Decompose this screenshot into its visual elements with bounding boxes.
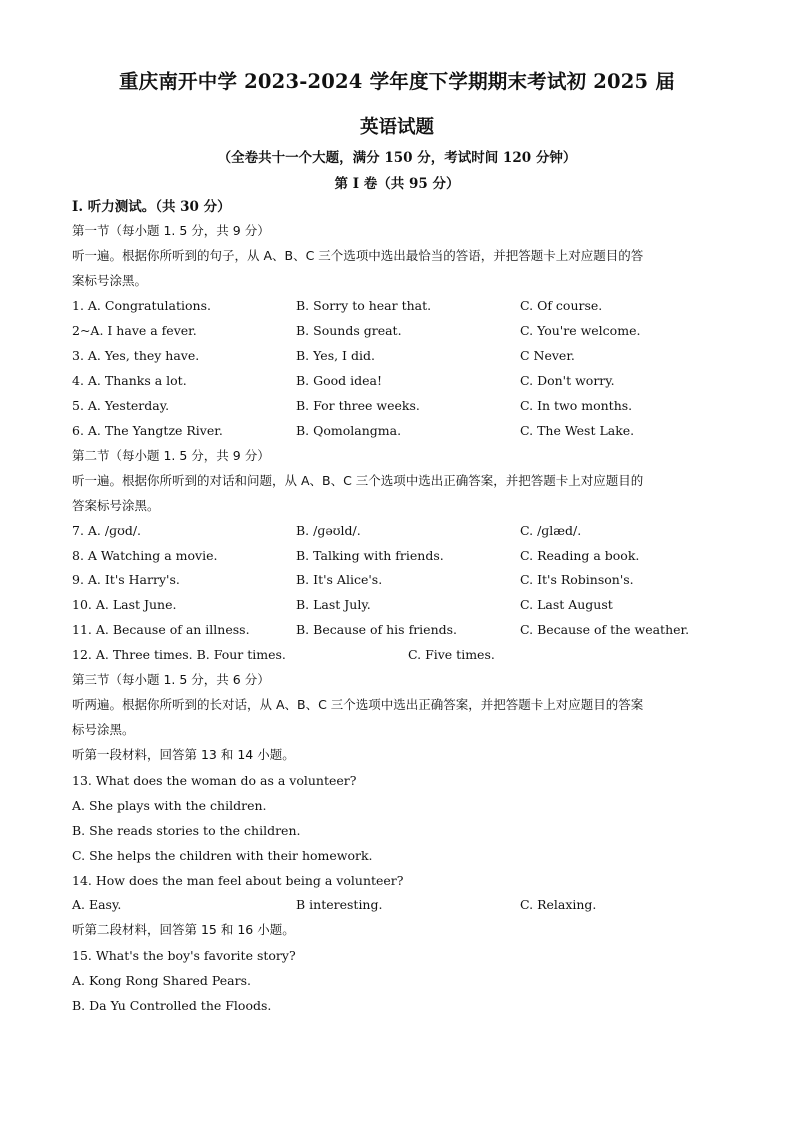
option-a: 11. A. Because of an illness. (72, 622, 250, 637)
option-a: A. Easy. (72, 897, 122, 912)
sec2-title: 第二节（每小题 1. 5 分，共 9 分） (72, 448, 270, 463)
option-b: B. Last July. (296, 597, 371, 612)
sec3-title: 第三节（每小题 1. 5 分，共 6 分） (72, 672, 270, 687)
option-b: B. Good idea! (296, 373, 383, 388)
option-c: C. She helps the children with their homework. (72, 848, 373, 863)
sec1-instruction-line2: 案标号涂黑。 (72, 273, 148, 288)
option-a: 10. A. Last June. (72, 597, 177, 612)
option-b: B. Qomolangma. (296, 423, 402, 438)
material-1-note: 听第一段材料，回答第 13 和 14 小题。 (72, 747, 295, 762)
option-a: 5. A. Yesterday. (72, 398, 170, 413)
sec2-instruction-line2: 答案标号涂黑。 (72, 498, 160, 513)
option-c: C. You're welcome. (520, 323, 641, 338)
sec2-instruction-line1: 听一遍。根据你所听到的对话和问题，从 A、B、C 三个选项中选出正确答案，并把答题卡上对应题目的 (72, 473, 644, 488)
option-a: 9. A. It's Harry's. (72, 572, 180, 587)
material-2-note: 听第二段材料，回答第 15 和 16 小题。 (72, 922, 295, 937)
sec1-title: 第一节（每小题 1. 5 分，共 9 分） (72, 223, 270, 238)
option-c: C Never. (520, 348, 575, 363)
option-b: B. She reads stories to the children. (72, 823, 301, 838)
option-b: B. Sounds great. (296, 323, 402, 338)
exam-subject-title: 英语试题 (359, 117, 434, 138)
exam-note: （全卷共十一个大题，满分 150 分，考试时间 120 分钟） (217, 150, 577, 166)
sec3-instruction-line2: 标号涂黑。 (72, 722, 135, 737)
exam-school-title: 重庆南开中学 2023-2024 学年度下学期期末考试初 2025 届 (118, 70, 676, 93)
option-c: C. Relaxing. (520, 897, 597, 912)
sec1-instruction-line1: 听一遍。根据你所听到的句子，从 A、B、C 三个选项中选出最恰当的答语，并把答题卡上对应题目的答 (72, 248, 644, 263)
sec3-instruction-line1: 听两遍。根据你所听到的长对话，从 A、B、C 三个选项中选出正确答案，并把答题卡上对应题目的答案 (72, 697, 644, 712)
question-14: 14. How does the man feel about being a volunteer? (72, 873, 404, 888)
volume-title: 第 I 卷（共 95 分） (334, 176, 460, 192)
option-c: C. Of course. (520, 298, 603, 313)
option-c: C. In two months. (520, 398, 633, 413)
option-b: B. For three weeks. (296, 398, 420, 413)
option-b: B. Da Yu Controlled the Floods. (72, 998, 272, 1013)
option-c: C. Don't worry. (520, 373, 615, 388)
option-b: B. Because of his friends. (296, 622, 458, 637)
option-b: B. /ɡəʊld/. (296, 523, 361, 538)
option-a: 3. A. Yes, they have. (72, 348, 200, 363)
option-c: C. /ɡlæd/. (520, 523, 582, 538)
option-c: C. The West Lake. (520, 423, 635, 438)
option-c: C. Because of the weather. (520, 622, 690, 637)
option-a: 7. A. /ɡʊd/. (72, 523, 142, 538)
option-c: C. Last August (520, 597, 613, 612)
question-15: 15. What's the boy's favorite story? (72, 948, 296, 963)
option-b: B. It's Alice's. (296, 572, 383, 587)
option-a: 8. A Watching a movie. (72, 548, 218, 563)
option-b: B interesting. (296, 897, 383, 912)
option-ab: 12. A. Three times. B. Four times. (72, 647, 286, 662)
option-b: B. Talking with friends. (296, 548, 444, 563)
option-a: 6. A. The Yangtze River. (72, 423, 223, 438)
part1-heading: I. 听力测试。（共 30 分） (72, 199, 231, 215)
option-c: C. Reading a book. (520, 548, 640, 563)
option-a: 4. A. Thanks a lot. (72, 373, 187, 388)
question-13: 13. What does the woman do as a volunteer? (72, 773, 357, 788)
option-c: C. Five times. (408, 647, 495, 662)
option-b: B. Sorry to hear that. (296, 298, 432, 313)
option-a: 2~A. I have a fever. (72, 323, 197, 338)
option-c: C. It's Robinson's. (520, 572, 634, 587)
option-a: A. She plays with the children. (72, 798, 267, 813)
option-a: 1. A. Congratulations. (72, 298, 211, 313)
option-a: A. Kong Rong Shared Pears. (72, 973, 251, 988)
option-b: B. Yes, I did. (296, 348, 375, 363)
